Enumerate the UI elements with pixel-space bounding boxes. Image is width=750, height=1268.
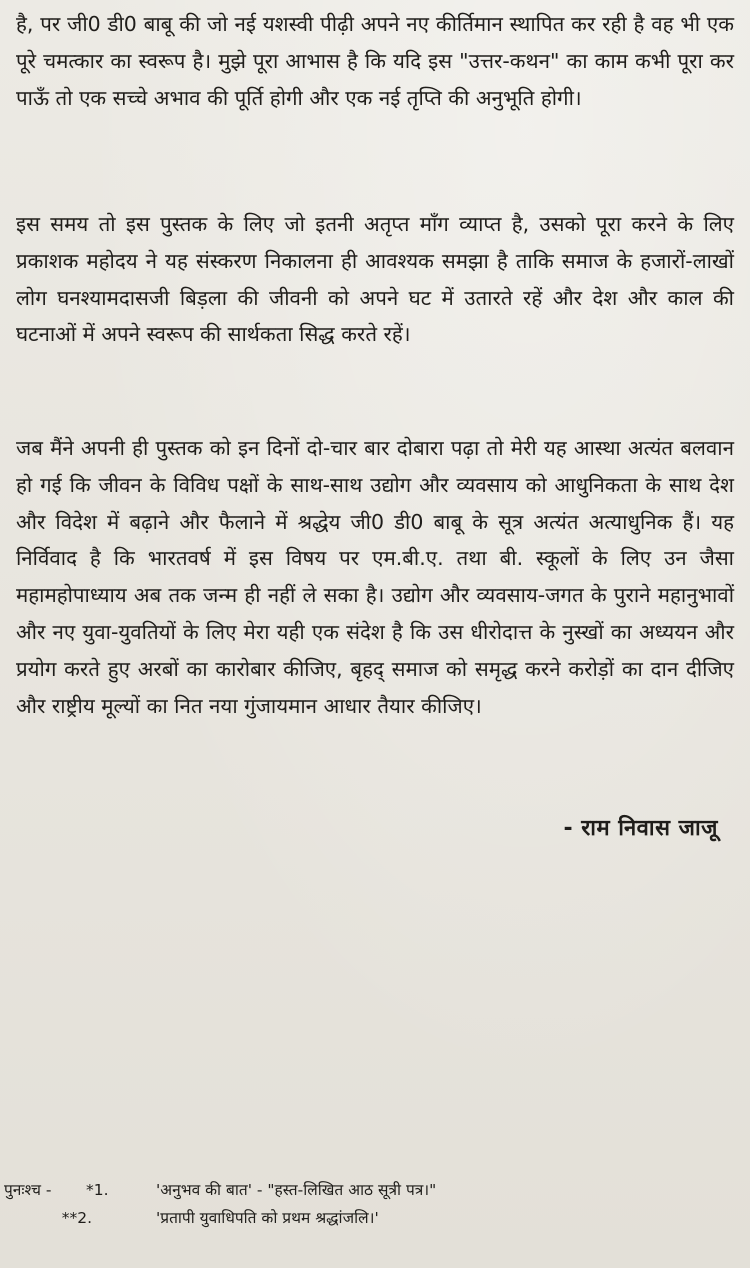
postscript-marker-1: *1. bbox=[86, 1181, 109, 1199]
author-signature: - राम निवास जाजू bbox=[563, 816, 718, 841]
paragraph-2: इस समय तो इस पुस्तक के लिए जो इतनी अतृप्त माँग व्याप्त है, उसको पूरा करने के लिए प्रकाशक महोदय ने यह संस्करण निकालना ही आवश्यक समझा है ताकि समाज के हजारों-लाखों लोग घनश्यामदासजी बिड़ला की जीवनी को अपने घट में उतारते रहें और देश और काल की घटनाओं में अपने स्वरूप की सार्थकता सिद्ध करते रहें। bbox=[16, 212, 734, 347]
postscript-label: पुनःश्च - bbox=[4, 1181, 52, 1199]
postscript-marker-2: **2. bbox=[61, 1209, 92, 1227]
postscript-item-1 bbox=[4, 1180, 436, 1200]
postscript-item-2 bbox=[4, 1208, 379, 1228]
paragraph-1: है, पर जी0 डी0 बाबू की जो नई यशस्वी पीढ़ी अपने नए कीर्तिमान स्थापित कर रही है वह भी एक पूरे चमत्कार का स्वरूप है। मुझे पूरा आभास है कि यदि इस "उत्तर-कथन" का काम कभी पूरा कर पाऊँ तो एक सच्चे अभाव की पूर्ति होगी और एक नई तृप्ति की अनुभूति होगी। bbox=[16, 12, 734, 110]
postscript-text-2: 'प्रतापी युवाधिपति को प्रथम श्रद्धांजलि।' bbox=[156, 1209, 379, 1227]
paragraph-3: जब मैंने अपनी ही पुस्तक को इन दिनों दो-चार बार दोबारा पढ़ा तो मेरी यह आस्था अत्यंत बलवान हो गई कि जीवन के विविध पक्षों के साथ-साथ उद्योग और व्यवसाय को आधुनिकता के साथ देश और विदेश में बढ़ाने और फैलाने में श्रद्धेय जी0 डी0 बाबू के सूत्र अत्यंत अत्याधुनिक हैं। यह निर्विवाद है कि भारतवर्ष में इस विषय पर एम.बी.ए. तथा बी. स्कूलों के लिए उन जैसा महामहोपाध्याय अब तक जन्म ही नहीं ले सका है। उद्योग और व्यवसाय-जगत के पुराने महानुभावों और नए युवा-युवतियों के लिए मेरा यही एक संदेश है कि उस धीरोदात्त के नुस्खों का अध्ययन और प्रयोग करते हुए अरबों का कारोबार कीजिए, बृहद् समाज को समृद्ध करने करोड़ों का दान दीजिए और राष्ट्रीय मूल्यों का नित नया गुंजायमान आधार तैयार कीजिए। bbox=[16, 436, 734, 718]
postscript-text-1: 'अनुभव की बात' - "हस्त-लिखित आठ सूत्री पत्र।" bbox=[156, 1181, 437, 1199]
